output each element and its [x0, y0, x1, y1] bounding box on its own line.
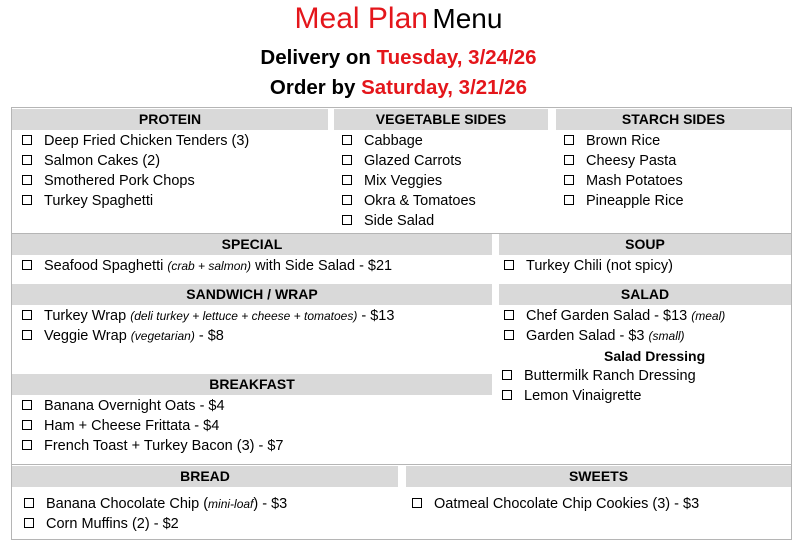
checkbox-icon[interactable]	[22, 195, 32, 205]
checkbox-icon[interactable]	[564, 195, 574, 205]
list-item[interactable]: Brown Rice	[564, 131, 684, 151]
checkbox-icon[interactable]	[504, 310, 514, 320]
list-item[interactable]: Mix Veggies	[342, 171, 476, 191]
checkbox-icon[interactable]	[504, 330, 514, 340]
vegetable-sides-header: VEGETABLE SIDES	[334, 109, 548, 130]
checkbox-icon[interactable]	[502, 370, 512, 380]
checkbox-icon[interactable]	[24, 498, 34, 508]
breakfast-header: BREAKFAST	[12, 374, 492, 395]
checkbox-icon[interactable]	[22, 135, 32, 145]
bread-list	[24, 494, 287, 534]
soup-list	[504, 256, 673, 276]
list-item[interactable]: Oatmeal Chocolate Chip Cookies (3) - $3	[412, 494, 699, 514]
checkbox-icon[interactable]	[342, 195, 352, 205]
checkbox-icon[interactable]	[22, 330, 32, 340]
list-item[interactable]: Ham + Cheese Frittata - $4	[22, 416, 284, 436]
list-item[interactable]: Lemon Vinaigrette	[502, 386, 696, 406]
list-item[interactable]: Turkey Chili (not spicy)	[504, 256, 673, 276]
sandwich-list	[22, 306, 394, 346]
sweets-list	[412, 494, 699, 514]
checkbox-icon[interactable]	[22, 400, 32, 410]
title-red: Meal Plan	[294, 2, 428, 35]
page-title	[0, 2, 797, 36]
list-item[interactable]: Veggie Wrap (vegetarian) - $8	[22, 326, 394, 346]
checkbox-icon[interactable]	[342, 135, 352, 145]
list-item[interactable]: Corn Muffins (2) - $2	[24, 514, 287, 534]
list-item[interactable]: Glazed Carrots	[342, 151, 476, 171]
checkbox-icon[interactable]	[22, 260, 32, 270]
breakfast-list	[22, 396, 284, 456]
checkbox-icon[interactable]	[342, 215, 352, 225]
checkbox-icon[interactable]	[22, 310, 32, 320]
sweets-header: SWEETS	[406, 466, 791, 487]
list-item[interactable]: Turkey Spaghetti	[22, 191, 249, 211]
protein-list	[22, 131, 249, 211]
list-item[interactable]: Buttermilk Ranch Dressing	[502, 366, 696, 386]
checkbox-icon[interactable]	[22, 155, 32, 165]
salad-header: SALAD	[499, 284, 791, 305]
special-list	[22, 256, 392, 276]
list-item[interactable]: Seafood Spaghetti (crab + salmon) with Side Salad - $21	[22, 256, 392, 276]
checkbox-icon[interactable]	[342, 175, 352, 185]
starch-sides-list	[564, 131, 684, 211]
checkbox-icon[interactable]	[502, 390, 512, 400]
checkbox-icon[interactable]	[22, 175, 32, 185]
list-item[interactable]: Smothered Pork Chops	[22, 171, 249, 191]
list-item[interactable]: Cheesy Pasta	[564, 151, 684, 171]
checkbox-icon[interactable]	[504, 260, 514, 270]
checkbox-icon[interactable]	[22, 420, 32, 430]
checkbox-icon[interactable]	[24, 518, 34, 528]
list-item[interactable]: Okra & Tomatoes	[342, 191, 476, 211]
salad-list	[504, 306, 725, 346]
list-item[interactable]: Deep Fried Chicken Tenders (3)	[22, 131, 249, 151]
checkbox-icon[interactable]	[412, 498, 422, 508]
list-item[interactable]: Banana Chocolate Chip (mini-loaf) - $3	[24, 494, 287, 514]
list-item[interactable]: Pineapple Rice	[564, 191, 684, 211]
checkbox-icon[interactable]	[22, 440, 32, 450]
list-item[interactable]: Side Salad	[342, 211, 476, 231]
list-item[interactable]: Turkey Wrap (deli turkey + lettuce + cheese + tomatoes) - $13	[22, 306, 394, 326]
salad-dressing-list	[502, 366, 696, 406]
list-item[interactable]: Salmon Cakes (2)	[22, 151, 249, 171]
list-item[interactable]: Banana Overnight Oats - $4	[22, 396, 284, 416]
order-line	[0, 76, 797, 100]
delivery-date: Tuesday, 3/24/26	[376, 46, 537, 69]
checkbox-icon[interactable]	[564, 175, 574, 185]
list-item[interactable]: Mash Potatoes	[564, 171, 684, 191]
list-item[interactable]: French Toast + Turkey Bacon (3) - $7	[22, 436, 284, 456]
order-date: Saturday, 3/21/26	[361, 76, 528, 99]
starch-sides-header: STARCH SIDES	[556, 109, 791, 130]
checkbox-icon[interactable]	[564, 155, 574, 165]
order-prefix: Order by	[269, 76, 356, 99]
list-item[interactable]: Garden Salad - $3 (small)	[504, 326, 725, 346]
soup-header: SOUP	[499, 234, 791, 255]
special-header: SPECIAL	[12, 234, 492, 255]
checkbox-icon[interactable]	[564, 135, 574, 145]
list-item[interactable]: Cabbage	[342, 131, 476, 151]
checkbox-icon[interactable]	[342, 155, 352, 165]
protein-header: PROTEIN	[12, 109, 328, 130]
title-black: Menu	[432, 3, 503, 34]
delivery-line	[0, 46, 797, 70]
salad-dressing-header: Salad Dressing	[604, 348, 706, 364]
list-item[interactable]: Chef Garden Salad - $13 (meal)	[504, 306, 725, 326]
bread-header: BREAD	[12, 466, 398, 487]
sandwich-header: SANDWICH / WRAP	[12, 284, 492, 305]
delivery-prefix: Delivery on	[260, 46, 371, 69]
vegetable-sides-list	[342, 131, 476, 231]
